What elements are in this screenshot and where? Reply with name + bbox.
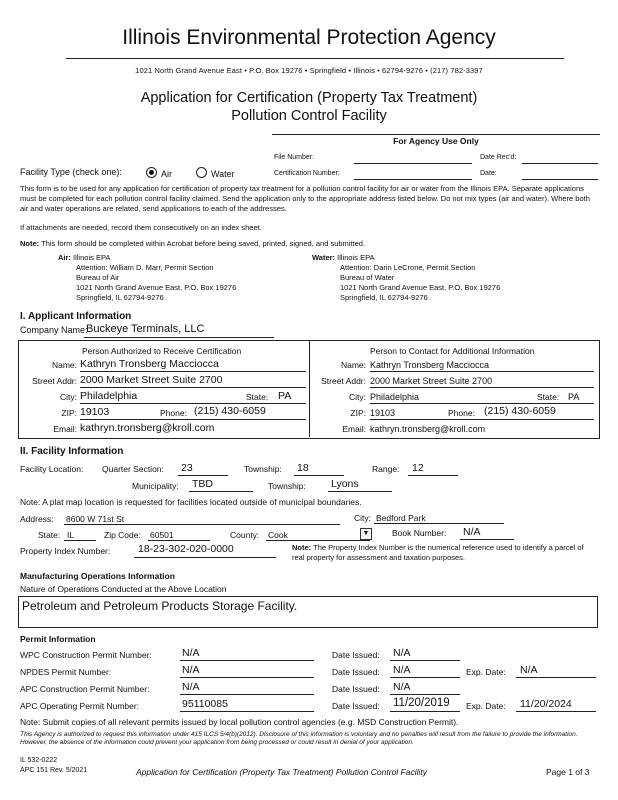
facility-type-label: Facility Type (check one): bbox=[20, 167, 122, 177]
facility-state-input[interactable]: IL bbox=[67, 530, 75, 540]
facility-city-input[interactable]: Bedford Park bbox=[376, 513, 426, 523]
facility-type-water[interactable]: Water bbox=[196, 167, 235, 179]
right-state-input[interactable]: PA bbox=[568, 392, 580, 402]
date-issued-underline bbox=[390, 677, 460, 678]
right-city-label: City: bbox=[349, 392, 366, 402]
permit-number-input[interactable]: N/A bbox=[182, 681, 200, 693]
municipality-underline bbox=[189, 491, 253, 492]
right-phone-input[interactable]: (215) 430-6059 bbox=[484, 405, 556, 417]
page-number: Page 1 of 3 bbox=[546, 767, 590, 777]
facility-type-air[interactable]: Air bbox=[146, 167, 172, 179]
pin-label: Property Index Number: bbox=[20, 546, 111, 556]
county-value: Cook bbox=[268, 530, 288, 540]
plat-map-note: Note: A plat map location is requested for facilities located outside of municipal boundaries. bbox=[20, 497, 362, 507]
quarter-section-label: Quarter Section: bbox=[102, 464, 164, 474]
left-name-label: Name: bbox=[51, 360, 77, 370]
facility-section-title: II. Facility Information bbox=[20, 446, 124, 457]
file-number-field[interactable] bbox=[354, 163, 472, 164]
company-name-underline bbox=[84, 337, 274, 338]
pin-input[interactable]: 18-23-302-020-0000 bbox=[138, 543, 234, 555]
facility-state-underline bbox=[64, 540, 96, 541]
range-input[interactable]: 12 bbox=[412, 462, 424, 474]
nature-of-operations-value: Petroleum and Petroleum Products Storage Facility. bbox=[22, 599, 298, 613]
facility-zip-label: Zip Code: bbox=[104, 530, 141, 540]
agency-title: Illinois Environmental Protection Agency bbox=[122, 26, 496, 49]
left-phone-input[interactable]: (215) 430-6059 bbox=[194, 405, 266, 417]
right-phone-label: Phone: bbox=[448, 408, 475, 418]
date-recd-label: Date Rec'd: bbox=[480, 154, 517, 161]
date-issued-label: Date Issued: bbox=[332, 684, 380, 694]
left-phone-label: Phone: bbox=[160, 408, 187, 418]
permit-number-input[interactable]: N/A bbox=[182, 647, 200, 659]
permit-copies-note: Note: Submit copies of all relevant permits issued by local pollution control agencies (e.g. MSD Construction Permit). bbox=[20, 717, 459, 727]
exp-date-underline bbox=[516, 711, 596, 712]
permit-section-title: Permit Information bbox=[20, 634, 96, 644]
township-number-underline bbox=[294, 475, 344, 476]
range-underline bbox=[408, 475, 458, 476]
nature-of-operations-label: Nature of Operations Conducted at the Above Location bbox=[20, 584, 227, 594]
facility-zip-input[interactable]: 60501 bbox=[150, 530, 174, 540]
file-number-label: File Number: bbox=[274, 154, 315, 161]
right-zip-label: ZIP: bbox=[350, 408, 366, 418]
left-city-input[interactable]: Philadelphia bbox=[80, 390, 138, 402]
date-issued-input[interactable]: N/A bbox=[393, 681, 411, 693]
left-name-input[interactable]: Kathryn Tronsberg Macciocca bbox=[80, 358, 219, 370]
right-zip-underline bbox=[370, 419, 594, 420]
right-city-input[interactable]: Philadelphia bbox=[370, 392, 420, 402]
date-issued-label: Date Issued: bbox=[332, 650, 380, 660]
township-name-underline bbox=[328, 491, 392, 492]
facility-city-underline bbox=[374, 523, 504, 524]
radio-empty-icon[interactable] bbox=[196, 167, 207, 178]
agency-use-title: For Agency Use Only bbox=[393, 136, 479, 146]
exp-date-underline bbox=[516, 677, 596, 678]
left-email-input[interactable]: kathryn.tronsberg@kroll.com bbox=[80, 422, 215, 434]
right-street-input[interactable]: 2000 Market Street Suite 2700 bbox=[370, 376, 493, 386]
attachments-note: If attachments are needed, record them consecutively on an index sheet. bbox=[20, 223, 262, 232]
right-street-underline bbox=[370, 387, 594, 388]
county-label: County: bbox=[230, 530, 260, 540]
manufacturing-title: Manufacturing Operations Information bbox=[20, 571, 175, 581]
facility-state-label: State: bbox=[38, 530, 61, 540]
left-street-underline bbox=[80, 387, 306, 388]
book-number-label: Book Number: bbox=[392, 528, 447, 538]
instructions-paragraph: This form is to be used for any application for certification of property tax treatment for a pollution control facility for air or water from the Illinois EPA. Separate applications must be completed for each pollution control facility claimed. Send the application only to the appropriate address listed below. Do not mix types (air and water). Where both air and water operations are related, send applications to each of the addresses. bbox=[20, 184, 590, 213]
left-city-underline bbox=[80, 403, 306, 404]
book-number-underline bbox=[460, 539, 514, 540]
left-zip-underline bbox=[80, 419, 306, 420]
permit-row-label: NPDES Permit Number: bbox=[20, 667, 112, 677]
applicant-section-title: I. Applicant Information bbox=[20, 311, 132, 322]
air-address: Air: Illinois EPA Attention: William D. Marr, Permit Section Bureau of Air 1021 North Grand Avenue East, P.O. Box 19276 Springfield, IL 62794-9276 bbox=[58, 253, 237, 302]
right-zip-input[interactable]: 19103 bbox=[370, 408, 396, 418]
radio-selected-icon[interactable] bbox=[146, 167, 157, 178]
date-issued-label: Date Issued: bbox=[332, 701, 380, 711]
facility-city-label: City: bbox=[354, 513, 371, 523]
agency-address: 1021 North Grand Avenue East • P.O. Box 19276 • Springfield • Illinois • 62794-9276 • (217) 782-3397 bbox=[135, 66, 483, 75]
form-title-line2: Pollution Control Facility bbox=[231, 108, 387, 124]
contacts-divider bbox=[309, 341, 310, 437]
date-issued-underline bbox=[390, 711, 460, 712]
exp-date-input[interactable]: N/A bbox=[520, 664, 538, 676]
right-name-input[interactable]: Kathryn Tronsberg Macciocca bbox=[370, 360, 490, 370]
permit-number-underline bbox=[180, 694, 314, 695]
township-name-input[interactable]: Lyons bbox=[331, 478, 359, 490]
left-city-label: City: bbox=[60, 392, 77, 402]
right-email-label: Email: bbox=[342, 424, 366, 434]
township-number-label: Township: bbox=[244, 464, 282, 474]
facility-location-label: Facility Location: bbox=[20, 464, 84, 474]
facility-address-label: Address: bbox=[20, 514, 54, 524]
right-name-underline bbox=[370, 371, 594, 372]
facility-address-input[interactable]: 8600 W 71st St bbox=[66, 514, 125, 524]
water-address: Water: Illinois EPA Attention: Darin LeCrone, Permit Section Bureau of Water 1021 North Grand Avenue East, P.O. Box 19276 Springfield, IL 62794-9276 bbox=[312, 253, 501, 302]
date-issued-input[interactable]: N/A bbox=[393, 647, 411, 659]
left-street-label: Street Addr: bbox=[32, 376, 77, 386]
left-zip-label: ZIP: bbox=[61, 408, 77, 418]
form-title-line1: Application for Certification (Property Tax Treatment) bbox=[140, 90, 478, 106]
date-label: Date: bbox=[480, 170, 497, 177]
date-field[interactable] bbox=[522, 179, 598, 180]
auth-person-heading: Person Authorized to Receive Certification bbox=[82, 346, 242, 356]
quarter-underline bbox=[178, 475, 228, 476]
cert-number-field[interactable] bbox=[354, 179, 472, 180]
acrobat-note: Note: This form should be completed within Acrobat before being saved, printed, signed, and submitted. bbox=[20, 239, 366, 248]
left-state-input[interactable]: PA bbox=[278, 390, 292, 402]
contact-person-heading: Person to Contact for Additional Information bbox=[370, 346, 535, 356]
facility-zip-underline bbox=[148, 540, 210, 541]
municipality-label: Municipality: bbox=[132, 481, 179, 491]
pin-note: Note: The Property Index Number is the numerical reference used to identify a parcel of real property for assessment and taxation purposes. bbox=[292, 543, 584, 562]
footer-title: Application for Certification (Property Tax Treatment) Pollution Control Facility bbox=[136, 767, 428, 777]
company-name-label: Company Name: bbox=[20, 325, 88, 335]
pin-underline bbox=[134, 557, 276, 558]
exp-date-input[interactable]: 11/20/2024 bbox=[520, 698, 572, 710]
permit-number-underline bbox=[180, 677, 314, 678]
quarter-section-input[interactable]: 23 bbox=[181, 462, 193, 474]
nature-of-operations-textarea[interactable] bbox=[18, 596, 598, 628]
cert-number-label: Certification Number: bbox=[274, 170, 340, 177]
left-email-label: Email: bbox=[53, 424, 77, 434]
agency-use-box bbox=[272, 134, 600, 182]
right-city-underline bbox=[370, 403, 594, 404]
date-issued-underline bbox=[390, 660, 460, 661]
date-recd-field[interactable] bbox=[522, 163, 598, 164]
book-number-input[interactable]: N/A bbox=[463, 526, 481, 538]
date-issued-input[interactable]: N/A bbox=[393, 664, 411, 676]
county-select[interactable] bbox=[266, 528, 370, 541]
right-street-label: Street Addr: bbox=[321, 376, 366, 386]
right-email-input[interactable]: kathryn.tronsberg@kroll.com bbox=[370, 424, 486, 434]
right-name-label: Name: bbox=[340, 360, 366, 370]
company-name-input[interactable]: Buckeye Terminals, LLC bbox=[86, 323, 205, 335]
date-issued-input[interactable]: 11/20/2019 bbox=[393, 697, 450, 709]
municipality-input[interactable]: TBD bbox=[192, 478, 213, 490]
permit-row-label: APC Operating Permit Number: bbox=[20, 701, 140, 711]
exp-date-label: Exp. Date: bbox=[466, 667, 506, 677]
facility-address-underline bbox=[64, 524, 340, 525]
range-label: Range: bbox=[372, 464, 400, 474]
left-state-label: State: bbox=[246, 392, 269, 402]
right-state-label: State: bbox=[537, 392, 560, 402]
date-issued-underline bbox=[390, 694, 460, 695]
township-number-input[interactable]: 18 bbox=[297, 462, 309, 474]
chevron-down-icon[interactable]: ▼ bbox=[360, 528, 372, 540]
township-name-label: Township: bbox=[268, 481, 306, 491]
authority-disclaimer: This Agency is authorized to request this information under 415 ILCS 5/4(b)(2012). Disclosure of this information is voluntary and no penalties will result from the failure to provide the information. However, the absence of the information could prevent your application from being processed or could result in denial of your application. bbox=[20, 731, 578, 746]
left-zip-input[interactable]: 19103 bbox=[80, 406, 110, 418]
permit-number-underline bbox=[180, 711, 314, 712]
permit-row-label: APC Construction Permit Number: bbox=[20, 684, 150, 694]
permit-number-input[interactable]: N/A bbox=[182, 664, 200, 676]
date-issued-label: Date Issued: bbox=[332, 667, 380, 677]
form-id-il: IL 532-0222 bbox=[20, 757, 58, 764]
exp-date-label: Exp. Date: bbox=[466, 701, 506, 711]
header-divider bbox=[66, 58, 564, 59]
form-id-apc: APC 151 Rev. 5/2021 bbox=[20, 767, 88, 774]
permit-number-underline bbox=[180, 660, 314, 661]
left-name-underline bbox=[80, 371, 306, 372]
permit-number-input[interactable]: 95110085 bbox=[182, 698, 228, 710]
left-street-input[interactable]: 2000 Market Street Suite 2700 bbox=[80, 374, 223, 386]
permit-row-label: WPC Construction Permit Number: bbox=[20, 650, 152, 660]
